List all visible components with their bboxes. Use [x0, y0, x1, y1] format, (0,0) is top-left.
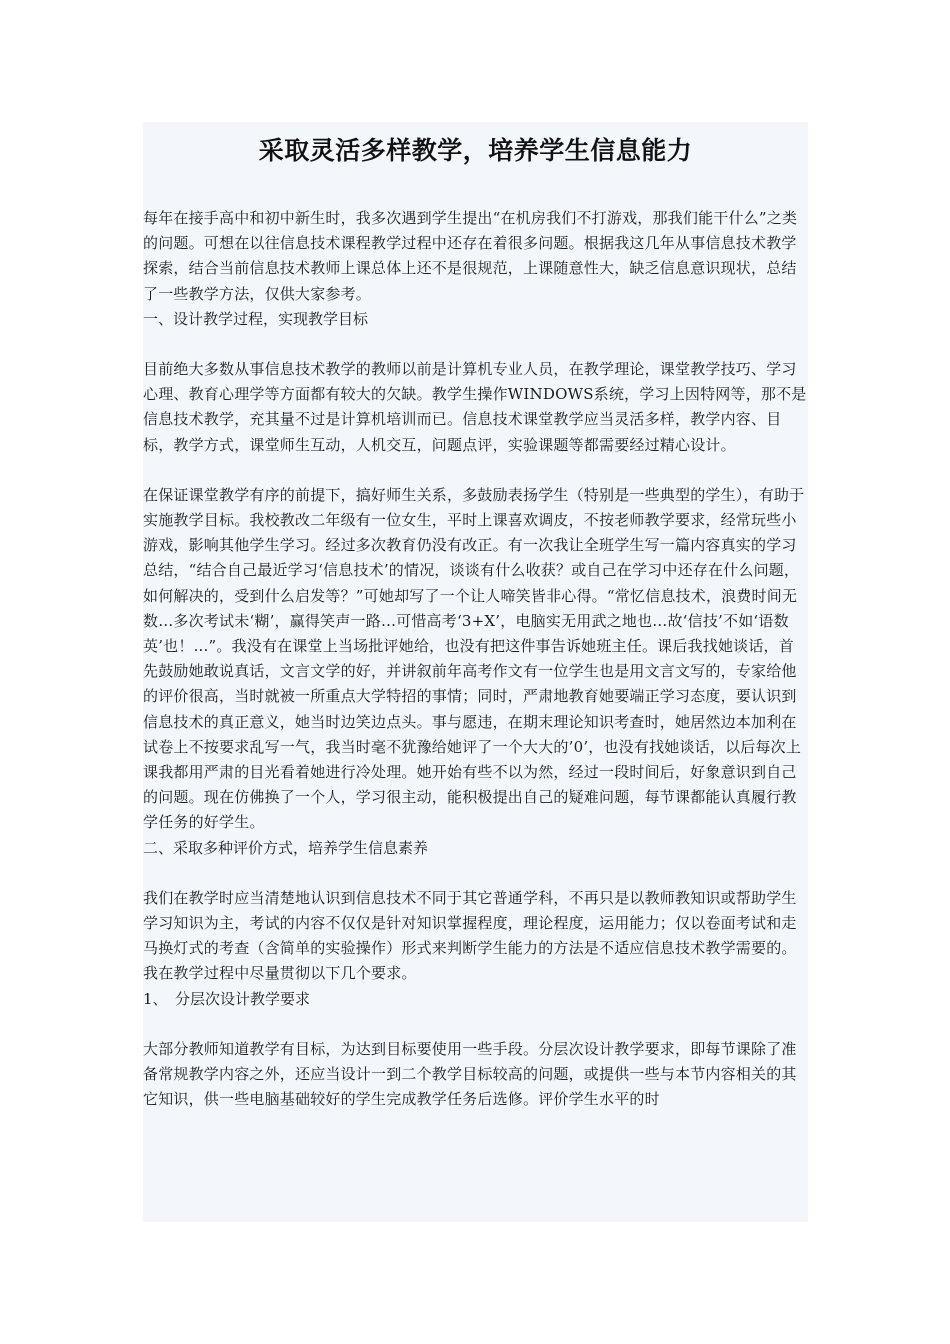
subsection-heading-1: 1、 分层次设计教学要求	[143, 989, 311, 1008]
paragraph-intro: 每年在接手高中和初中新生时，我多次遇到学生提出“在机房我们不打游戏，那我们能干什么”之类的问题。可想在以往信息技术课程教学过程中还存在着很多问题。根据我这几年从事信息技术教学探索，结合当前信息技术教师上课总体上还不是很规范，上课随意性大，缺乏信息意识现状，总结了一些教学方法，仅供大家参考。	[143, 209, 798, 303]
paragraph-section-2: 我们在教学时应当清楚地认识到信息技术不同于其它普通学科，不再只是以教师教知识或帮助学生学习知识为主，考试的内容不仅仅是针对知识掌握程度，理论程度，运用能力；仅以卷面考试和走马换灯式的考查（含简单的实验操作）形式来判断学生能力的方法是不适应信息技术教学需要的。我在教学过程中尽量贯彻以下几个要求。	[143, 888, 797, 983]
paragraph-example: 在保证课堂教学有序的前提下，搞好师生关系，多鼓励表扬学生（特别是一些典型的学生），有助于实施教学目标。我校教改二年级有一位女生，平时上课喜欢调皮，不按老师教学要求，经常玩些小游戏，影响其他学生学习。经过多次教育仍没有改正。有一次我让全班学生写一篇内容真实的学习总结，“结合自己最近学习‘信息技术’的情况，谈谈有什么收获？或自己在学习中还存在什么问题，如何解决的，受到什么启发等？”可她却写了一个让人啼笑皆非心得。“常忆信息技术，浪费时间无数…多次考试未‘糊’，赢得笑声一路…可惜高考‘3+X’，电脑实无用武之地也…故‘信技’不如‘语数英’也！...”。我没有在课堂上当场批评她给，也没有把这件事告诉她班主任。课后我找她谈话，首先鼓励她敢说真话，文言文学的好，并讲叙前年高考作文有一位学生也是用文言文写的，专家给他的评价很高，当时就被一所重点大学特招的事情；同时，严肃地教育她要端正学习态度，要认识到信息技术的真正意义，她当时边笑边点头。事与愿违，在期末理论知识考查时，她居然边本加利在试卷上不按要求乱写一气，我当时毫不犹豫给她评了一个大大的’0’，也没有找她谈话，以后每次上课我都用严肃的目光看着她进行冷处理。她开始有些不以为然，经过一段时间后，好象意识到自己的问题。现在仿佛换了一个人，学习很主动，能积极提出自己的疑难问题，每节课都能认真履行教学任务的好学生。	[143, 485, 805, 832]
section-heading-2: 二、采取多种评价方式，培养学生信息素养	[143, 838, 429, 857]
section-heading-1: 一、设计教学过程，实现教学目标	[143, 309, 369, 328]
paragraph-section-1: 目前绝大多数从事信息技术教学的教师以前是计算机专业人员，在教学理论，课堂教学技巧、学习心理、教育心理学等方面都有较大的欠缺。教学生操作WINDOWS系统，学习上因特网等，那不是信息技术教学，充其量不过是计算机培训而已。信息技术课堂教学应当灵活多样，教学内容、目标，教学方式，课堂师生互动，人机交互，问题点评，实验课题等都需要经过精心设计。	[143, 360, 807, 454]
paragraph-subsection-1: 大部分教师知道教学有目标，为达到目标要使用一些手段。分层次设计教学要求，即每节课除了准备常规教学内容之外，还应当设计一到二个教学目标较高的问题，或提供一些与本节内容相关的其它知识，供一些电脑基础较好的学生完成教学任务后选修。评价学生水平的时	[143, 1039, 797, 1109]
document-title: 采取灵活多样教学，培养学生信息能力	[258, 136, 693, 165]
document-page	[143, 122, 808, 1222]
